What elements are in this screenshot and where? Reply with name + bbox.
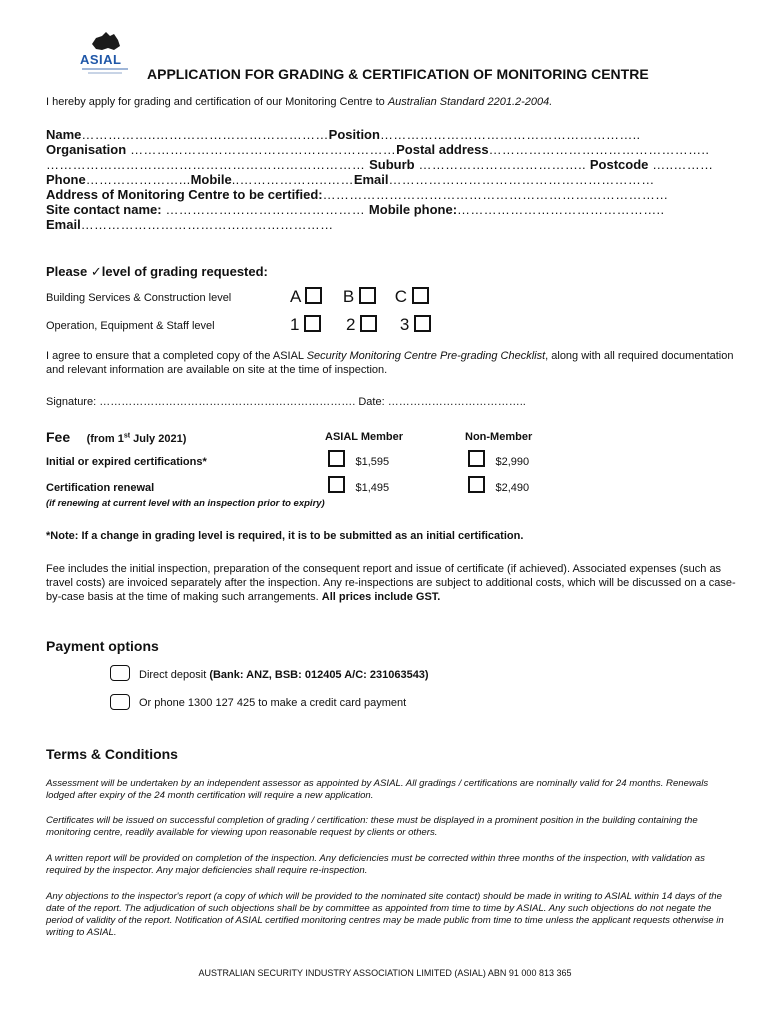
email2-field[interactable]: ………………………………………………… — [80, 217, 334, 232]
signature-field[interactable]: ……………………………………………………………. — [99, 396, 359, 408]
terms-paragraph-1: Assessment will be undertaken by an independent assessor as appointed by ASIAL. All gradings / certifications are nominally valid for 24 months. Renewals lodged after expiry of the 24 month certification will require a new application. — [46, 778, 709, 801]
australia-map-icon — [78, 30, 134, 54]
fee-row1-label: Initial or expired certifications* — [46, 456, 207, 468]
agree-pre: I agree to ensure that a completed copy of the ASIAL — [46, 350, 307, 362]
direct-deposit-label: Direct deposit — [139, 669, 210, 681]
grading-heading — [46, 264, 268, 280]
organisation-field[interactable]: …………………………………………………… — [126, 142, 397, 157]
signature-label: Signature: — [46, 396, 97, 408]
fee-row2-nonmember-price: $2,490 — [495, 482, 530, 494]
agree-doc: Security Monitoring Centre Pre-grading Checklist — [306, 350, 546, 362]
grading-change-note: *Note: If a change in grading level is required, it is to be submitted as an initial certification. — [46, 530, 524, 542]
grade-b-checkbox[interactable] — [359, 287, 376, 304]
intro-main: I hereby apply for grading and certification of our Monitoring Centre to — [46, 96, 388, 108]
nonmember-column-header: Non-Member — [465, 431, 533, 443]
suburb-label: Suburb — [369, 157, 415, 172]
grading-row2-label: Operation, Equipment & Staff level — [46, 320, 215, 332]
grading-row1-options — [290, 287, 429, 307]
grade-2-checkbox[interactable] — [360, 315, 377, 332]
address-field[interactable]: …………………………………………………………………… — [322, 187, 669, 202]
mobile-phone-label: Mobile phone: — [368, 202, 458, 217]
terms-paragraph-4: Any objections to the inspector's report (a copy of which will be provided to the nominated site contact) should be made in writing to ASIAL within 14 days of the date of the report. The adjudication of such objections shall be by committee as appointed from time to time by ASIAL. Any such objections do not negate the period of validity of the report. Notification of ASIAL certified monitoring centres may be made public from time to time unless the applicant requests otherwise in writing to ASIAL. — [46, 891, 724, 938]
intro-text — [46, 96, 552, 108]
fee-row1-member — [328, 450, 389, 470]
date-field[interactable]: ……………………………….. — [387, 396, 526, 408]
grade-3-checkbox[interactable] — [414, 315, 431, 332]
logo-text: ASIAL — [80, 52, 122, 67]
mobile-label: Mobile — [190, 172, 232, 187]
fee-row2-member-checkbox[interactable] — [328, 476, 345, 493]
suburb-field[interactable]: ……………………………….. — [414, 157, 590, 172]
grading-heading-pre: Please — [46, 264, 91, 279]
postcode-label: Postcode — [589, 157, 649, 172]
grade-3-label: 3 — [399, 315, 410, 334]
terms-paragraph-3: A written report will be provided on completion of the inspection. Any deficiencies must be corrected within three months of the inspection, with validation as required by the inspector. Any major deficiencies shall require re-inspection. — [46, 853, 705, 876]
direct-deposit-checkbox[interactable] — [110, 665, 130, 681]
fee-title: Fee — [46, 429, 71, 445]
terms-heading: Terms & Conditions — [46, 746, 178, 762]
date-label: Date: — [358, 396, 385, 408]
address-row — [46, 187, 668, 202]
email-field[interactable]: …………………………………………………… — [388, 172, 655, 187]
direct-deposit-option — [139, 669, 429, 681]
site-contact-label: Site contact name: — [46, 202, 162, 217]
agree-post: , along with all required documentation and relevant information are available on site at the time of inspection. — [46, 350, 734, 376]
mobile-field[interactable]: ..………………..…… — [231, 172, 354, 187]
site-contact-row — [46, 202, 664, 217]
asial-logo — [78, 30, 134, 80]
organisation-label: Organisation — [46, 142, 127, 157]
fee-row1-nonmember-checkbox[interactable] — [468, 450, 485, 467]
name-label: Name — [46, 127, 82, 142]
fee-row2-member — [328, 476, 389, 496]
grade-1-checkbox[interactable] — [304, 315, 321, 332]
address-label: Address of Monitoring Centre to be certified: — [46, 187, 323, 202]
phone-row — [46, 172, 655, 187]
fee-row1-nonmember — [468, 450, 529, 470]
email-label: Email — [353, 172, 389, 187]
name-field[interactable]: ……………..………………………………… — [81, 127, 329, 142]
mobile-phone-field[interactable]: ……………………………………….. — [457, 202, 665, 217]
fee-row2-nonmember — [468, 476, 529, 496]
fee-row2-member-price: $1,495 — [355, 482, 390, 494]
fee-info-text: Fee includes the initial inspection, preparation of the consequent report and issue of certificate (if achieved). Associated expenses (such as travel costs) are invoiced separately after the inspection. Any re-inspections are subject to additional costs, which will be discussed on a case-by-case basis at the time of making such arrangements. — [46, 563, 736, 603]
credit-card-option: Or phone 1300 127 425 to make a credit card payment — [139, 697, 407, 709]
grading-row2-options — [290, 315, 431, 335]
phone-label: Phone — [46, 172, 86, 187]
fee-from-pre: (from 1 — [86, 433, 124, 445]
grade-b-label: B — [342, 287, 355, 306]
page-title: APPLICATION FOR GRADING & CERTIFICATION OF MONITORING CENTRE — [147, 66, 649, 82]
grade-c-label: C — [394, 287, 407, 306]
fee-from-post: July 2021) — [130, 433, 187, 445]
fee-heading — [46, 429, 186, 447]
signature-row — [46, 396, 526, 408]
credit-card-checkbox[interactable] — [110, 694, 130, 710]
address-continued-field[interactable]: ……………………………………………………………… — [46, 157, 370, 172]
email2-label: Email — [46, 217, 81, 232]
intro-standard: Australian Standard 2201.2-2004. — [387, 96, 553, 108]
grade-a-checkbox[interactable] — [305, 287, 322, 304]
postal-address-label: Postal address — [396, 142, 489, 157]
terms-paragraph-2: Certificates will be issued on successful completion of grading / certification: these must be displayed in a prominent position in the building containing the monitoring centre, readily available for viewing upon reasonable request by clients or others. — [46, 815, 698, 838]
fee-row1-member-checkbox[interactable] — [328, 450, 345, 467]
grade-2-label: 2 — [345, 315, 356, 334]
site-contact-field[interactable]: ……………………………………… — [161, 202, 369, 217]
fee-info-gst: All prices include GST. — [321, 591, 441, 603]
phone-field[interactable]: …………………... — [85, 172, 191, 187]
footer: AUSTRALIAN SECURITY INDUSTRY ASSOCIATION LIMITED (ASIAL) ABN 91 000 813 365 — [198, 968, 572, 978]
fee-row2-note: (if renewing at current level with an inspection prior to expiry) — [46, 498, 325, 509]
grading-heading-post: level of grading requested: — [101, 264, 268, 279]
fee-information — [46, 562, 736, 604]
email2-row — [46, 217, 333, 232]
grade-c-checkbox[interactable] — [412, 287, 429, 304]
fee-row1-nonmember-price: $2,990 — [495, 456, 530, 468]
name-position-row — [46, 127, 640, 142]
organisation-row — [46, 142, 709, 157]
bank-details: (Bank: ANZ, BSB: 012405 A/C: 231063543) — [209, 669, 429, 681]
postal-address-field[interactable]: ………………………………………….. — [488, 142, 710, 157]
fee-from-sup: st — [123, 432, 131, 440]
suburb-row — [46, 157, 713, 172]
position-field[interactable]: ………………………………………………….. — [379, 127, 641, 142]
payment-heading: Payment options — [46, 638, 159, 654]
grading-row1-label: Building Services & Construction level — [46, 292, 232, 304]
fee-from-date — [87, 433, 187, 445]
position-label: Position — [328, 127, 380, 142]
agreement-text — [46, 349, 736, 377]
fee-row1-member-price: $1,595 — [355, 456, 390, 468]
fee-row2-nonmember-checkbox[interactable] — [468, 476, 485, 493]
grade-a-label: A — [290, 287, 301, 306]
fee-row2-label: Certification renewal — [46, 482, 155, 494]
logo-tagline-2 — [88, 72, 122, 74]
grade-1-label: 1 — [290, 315, 300, 334]
logo-tagline — [82, 68, 128, 70]
postcode-field[interactable]: …..……… — [648, 157, 714, 172]
member-column-header: ASIAL Member — [325, 431, 404, 443]
checkmark-icon: ✓ — [90, 264, 102, 279]
